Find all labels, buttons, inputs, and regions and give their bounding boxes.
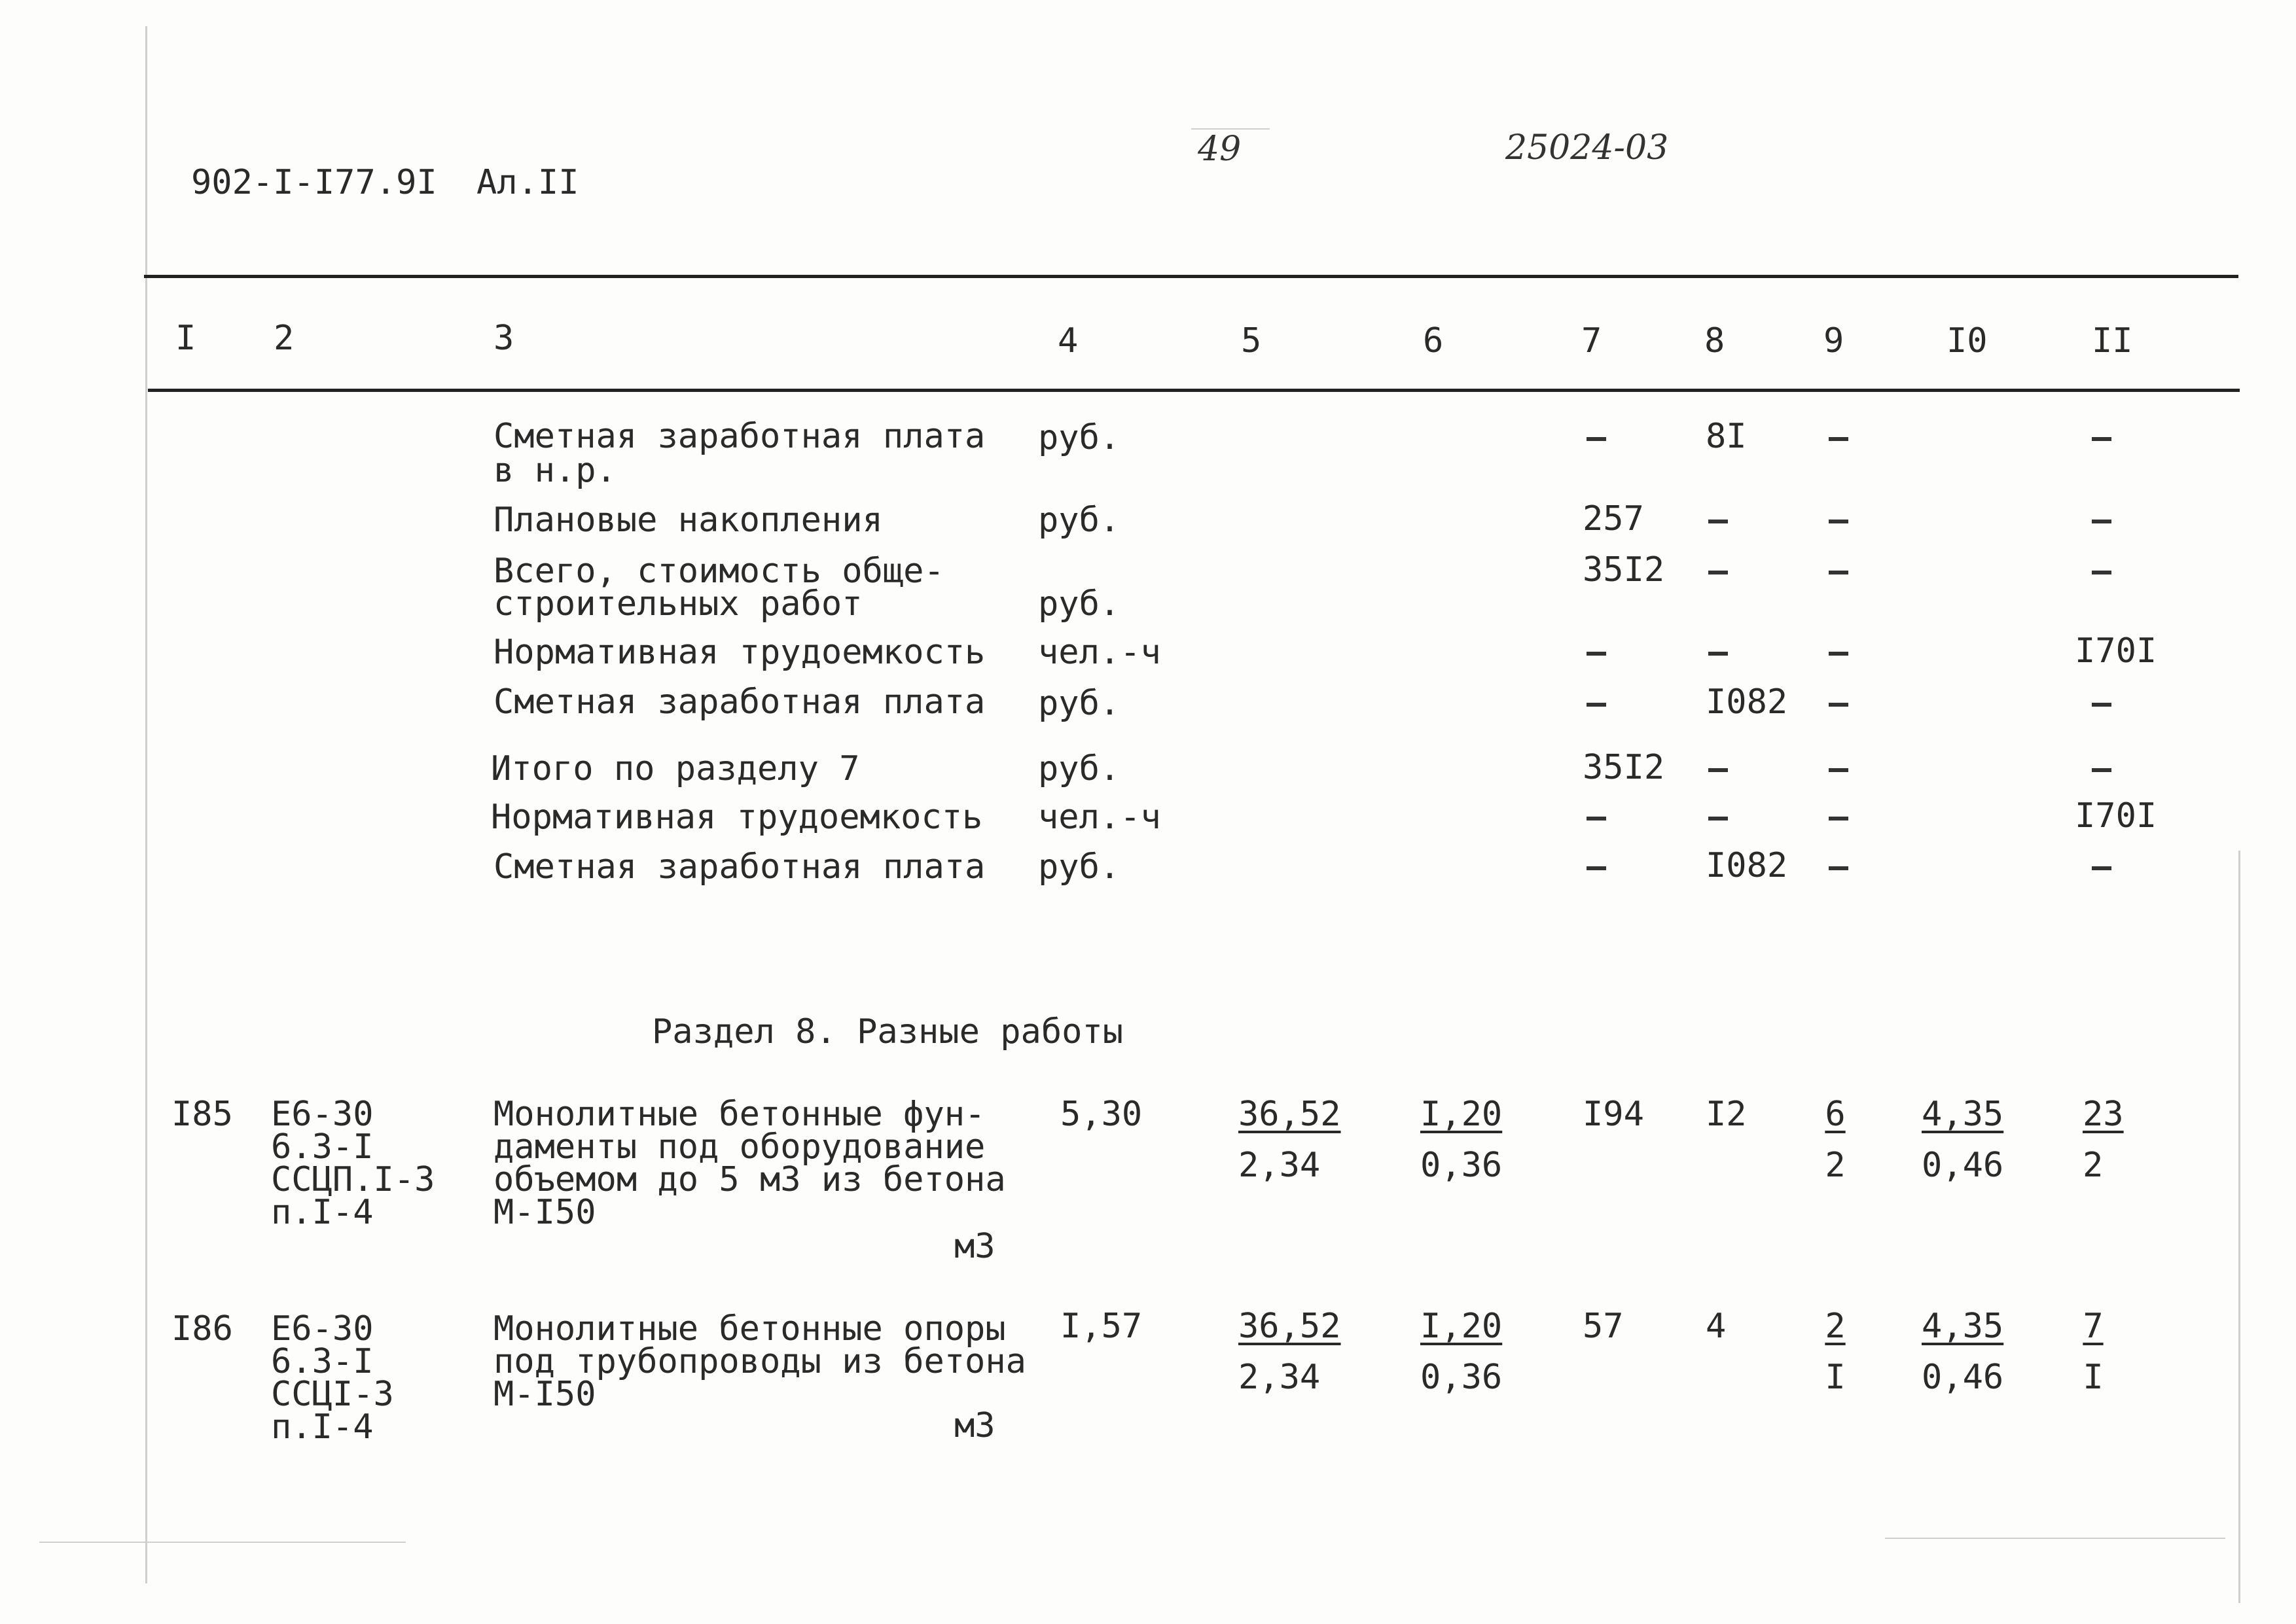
summary-row-unit: руб. xyxy=(1038,684,1121,723)
summary-row-name: Плановые накопления xyxy=(493,501,883,540)
item-code: Е6-30 xyxy=(271,1095,374,1134)
scan-right-edge xyxy=(2238,851,2240,1603)
item-name: даменты под оборудование xyxy=(493,1127,986,1167)
item-code: ССЦП.I-3 xyxy=(271,1160,435,1199)
item-code: п.I-4 xyxy=(271,1193,374,1232)
dash-mark xyxy=(1708,768,1728,772)
dash-mark xyxy=(1587,652,1606,656)
item-c6-bottom: 0,36 xyxy=(1420,1358,1503,1397)
item-c5-top: 36,52 xyxy=(1238,1095,1341,1134)
summary-row-c8: I082 xyxy=(1706,682,1788,722)
column-header: 9 xyxy=(1823,321,1844,361)
item-c11-bottom: I xyxy=(2083,1358,2104,1397)
item-c11-top: 7 xyxy=(2083,1307,2104,1346)
summary-row-name: Нормативная трудоемкость xyxy=(493,633,986,672)
summary-row-unit: руб. xyxy=(1038,584,1121,624)
document-code: 902-I-I77.9I xyxy=(191,163,437,202)
summary-row-c7: 35I2 xyxy=(1583,550,1665,590)
summary-row-name: в н.р. xyxy=(493,451,617,490)
summary-row-name: строительных работ xyxy=(493,584,863,624)
summary-row-name: Всего, стоимость обще- xyxy=(493,552,944,591)
item-unit: м3 xyxy=(954,1406,996,1445)
item-quantity: 5,30 xyxy=(1060,1095,1143,1134)
item-c5-top: 36,52 xyxy=(1238,1307,1341,1346)
dash-mark xyxy=(2092,703,2111,707)
item-c10-bottom: 0,46 xyxy=(1922,1358,2004,1397)
item-unit: м3 xyxy=(954,1227,996,1266)
summary-row-unit: руб. xyxy=(1038,501,1121,540)
item-c5-bottom: 2,34 xyxy=(1238,1146,1321,1185)
dash-mark xyxy=(1829,768,1848,772)
item-c11-bottom: 2 xyxy=(2083,1146,2104,1185)
column-header: 4 xyxy=(1058,321,1079,361)
dash-mark xyxy=(2092,866,2111,870)
item-code: Е6-30 xyxy=(271,1309,374,1349)
summary-row-c8: I082 xyxy=(1706,846,1788,885)
item-c9-bottom: 2 xyxy=(1825,1146,1846,1185)
summary-row-unit: руб. xyxy=(1038,847,1121,887)
column-header: 5 xyxy=(1241,321,1262,361)
item-c9-top: 6 xyxy=(1825,1095,1846,1134)
table-top-rule xyxy=(144,275,2238,278)
item-name: объемом до 5 м3 из бетона xyxy=(493,1160,1006,1199)
column-header: 7 xyxy=(1581,321,1602,361)
dash-mark xyxy=(1829,571,1848,574)
item-name: Монолитные бетонные опоры xyxy=(493,1309,1006,1349)
item-c5-bottom: 2,34 xyxy=(1238,1358,1321,1397)
column-header: 8 xyxy=(1704,321,1725,361)
item-c6-bottom: 0,36 xyxy=(1420,1146,1503,1185)
item-c9-bottom: I xyxy=(1825,1358,1846,1397)
item-code: п.I-4 xyxy=(271,1407,374,1447)
section-title: Раздел 8. Разные работы xyxy=(652,1012,1124,1051)
scan-left-edge xyxy=(145,26,147,1583)
summary-row-c7: 257 xyxy=(1583,499,1644,538)
album-number: Ал.II xyxy=(476,163,579,202)
dash-mark xyxy=(1587,437,1606,441)
column-header: I0 xyxy=(1946,321,1988,361)
summary-row-unit: чел.-ч xyxy=(1038,633,1161,672)
column-header: II xyxy=(2092,321,2133,361)
item-c9-top: 2 xyxy=(1825,1307,1846,1346)
item-code: ССЦI-3 xyxy=(271,1375,394,1414)
item-c6-top: I,20 xyxy=(1420,1095,1503,1134)
dash-mark xyxy=(2092,437,2111,441)
item-c8: 4 xyxy=(1706,1307,1727,1346)
dash-mark xyxy=(1587,817,1606,821)
item-c10-top: 4,35 xyxy=(1922,1307,2004,1346)
dash-mark xyxy=(1829,817,1848,821)
column-header: I xyxy=(175,319,196,358)
item-c10-top: 4,35 xyxy=(1922,1095,2004,1134)
item-code: 6.3-I xyxy=(271,1342,374,1381)
dash-mark xyxy=(1708,571,1728,574)
item-c10-bottom: 0,46 xyxy=(1922,1146,2004,1185)
summary-row-name: Сметная заработная плата xyxy=(493,682,986,722)
dash-mark xyxy=(1829,520,1848,523)
summary-row-unit: чел.-ч xyxy=(1038,798,1161,837)
sheet-code: 25024-03 xyxy=(1505,128,1669,168)
dash-mark xyxy=(2092,768,2111,772)
dash-mark xyxy=(2092,571,2111,574)
summary-row-c7: 35I2 xyxy=(1583,748,1665,787)
item-name: Монолитные бетонные фун- xyxy=(493,1095,986,1134)
dash-mark xyxy=(1587,866,1606,870)
item-number: I85 xyxy=(171,1095,233,1134)
item-c8: I2 xyxy=(1706,1095,1747,1134)
table-header-bottom-rule xyxy=(148,389,2240,392)
item-number: I86 xyxy=(171,1309,233,1349)
summary-row-name: Итого по разделу 7 xyxy=(491,749,860,788)
dash-mark xyxy=(1708,652,1728,656)
dash-mark xyxy=(1829,437,1848,441)
dash-mark xyxy=(1708,817,1728,821)
item-name: М-I50 xyxy=(493,1193,596,1232)
scan-bottom-mark xyxy=(39,1542,406,1543)
item-code: 6.3-I xyxy=(271,1127,374,1167)
item-quantity: I,57 xyxy=(1060,1307,1143,1346)
summary-row-c8: 8I xyxy=(1706,417,1747,456)
column-header: 3 xyxy=(493,319,514,358)
item-name: М-I50 xyxy=(493,1375,596,1414)
summary-row-name: Нормативная трудоемкость xyxy=(491,798,983,837)
column-header: 2 xyxy=(274,319,295,358)
summary-row-unit: руб. xyxy=(1038,418,1121,457)
item-c11-top: 23 xyxy=(2083,1095,2124,1134)
summary-row-c11: I70I xyxy=(2075,631,2157,671)
summary-row-name: Сметная заработная плата xyxy=(493,847,986,887)
summary-row-unit: руб. xyxy=(1038,749,1121,788)
dash-mark xyxy=(1829,866,1848,870)
item-c7: 57 xyxy=(1583,1307,1624,1346)
column-header: 6 xyxy=(1423,321,1444,361)
page-number: 49 xyxy=(1198,130,1242,169)
scan-bottom-mark xyxy=(1885,1538,2225,1539)
dash-mark xyxy=(1829,652,1848,656)
dash-mark xyxy=(1587,703,1606,707)
summary-row-name: Сметная заработная плата xyxy=(493,417,986,456)
item-name: под трубопроводы из бетона xyxy=(493,1342,1026,1381)
dash-mark xyxy=(2092,520,2111,523)
item-c6-top: I,20 xyxy=(1420,1307,1503,1346)
summary-row-c11: I70I xyxy=(2075,796,2157,836)
item-c7: I94 xyxy=(1583,1095,1644,1134)
dash-mark xyxy=(1829,703,1848,707)
dash-mark xyxy=(1708,520,1728,523)
